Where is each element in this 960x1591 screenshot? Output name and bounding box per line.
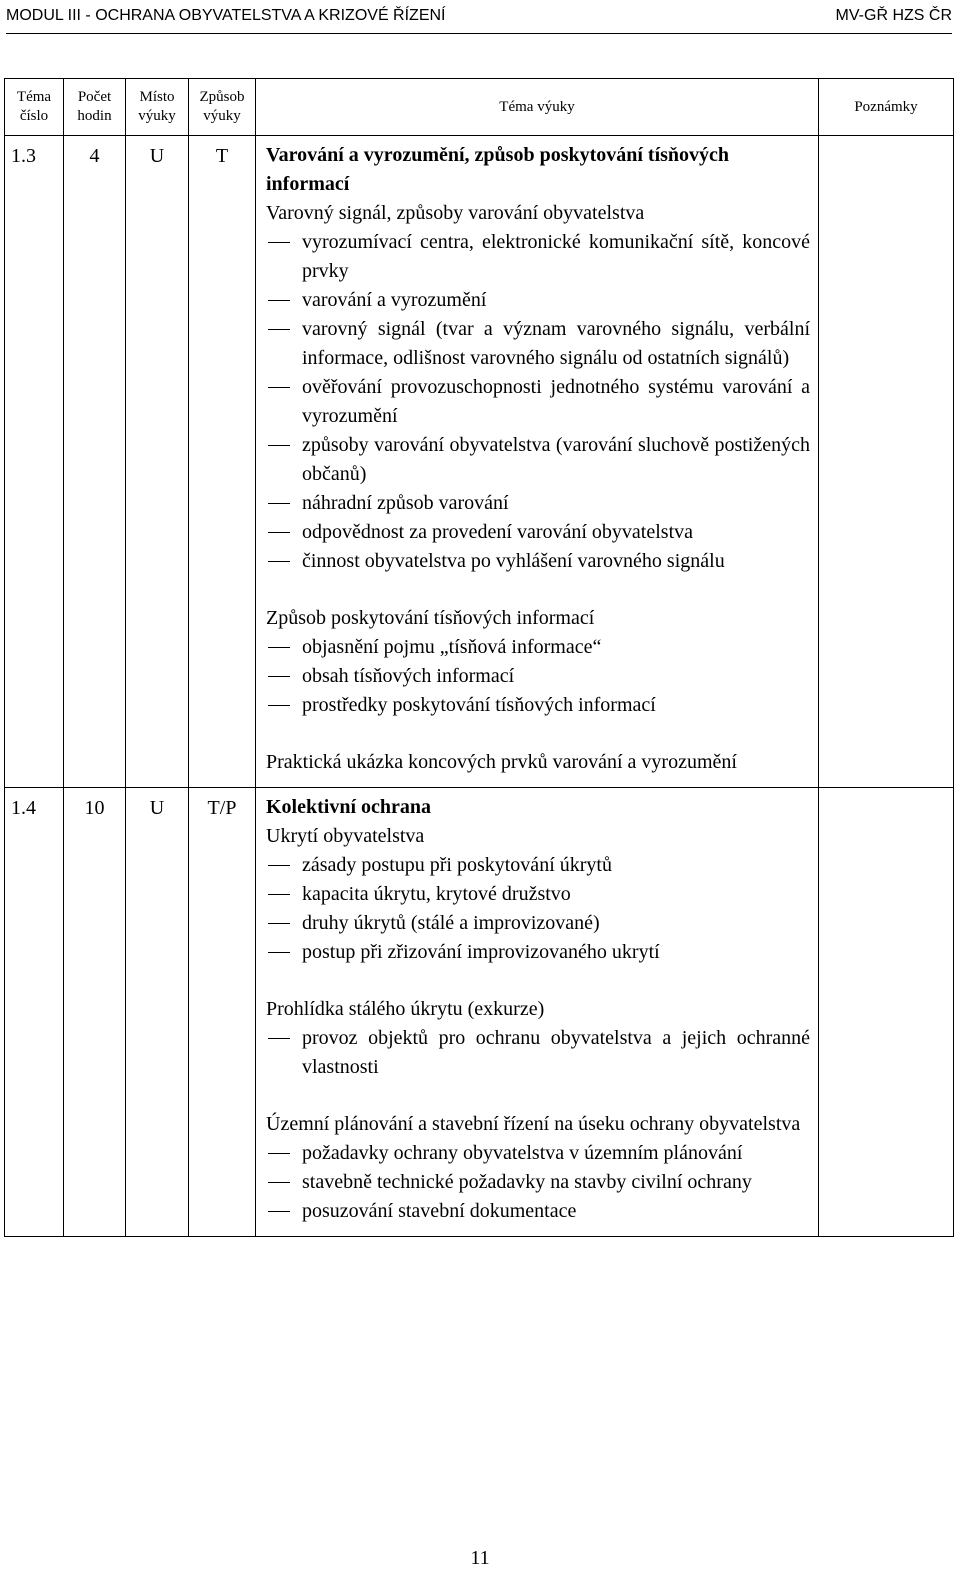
- dash-bullet-icon: [268, 300, 290, 301]
- syllabus-table: [4, 78, 954, 1237]
- list-item-text: náhradní způsob varování: [302, 492, 509, 514]
- place-cell: U: [126, 788, 189, 1237]
- subtopic-heading: Varovný signál, způsoby varování obyvatelstva: [266, 202, 645, 224]
- topic-number-cell: 1.3: [5, 136, 64, 788]
- dash-bullet-icon: [268, 561, 290, 562]
- notes-cell: [819, 136, 954, 788]
- table-header-row: [5, 79, 954, 136]
- dash-bullet-icon: [268, 705, 290, 706]
- method-cell: T: [189, 136, 256, 788]
- block-spacer: [266, 720, 810, 748]
- notes-cell: [819, 788, 954, 1237]
- subtopic-heading: Ukrytí obyvatelstva: [266, 825, 425, 847]
- list-item-text: vyrozumívací centra, elektronické komunikační sítě, koncové prvky: [302, 231, 810, 282]
- dash-bullet-icon: [268, 329, 290, 330]
- block-spacer: [266, 1082, 810, 1110]
- list-item: [266, 938, 810, 967]
- list-item-text: ověřování provozuschopnosti jednotného systému varování a vyrozumění: [302, 376, 810, 427]
- col-header-hours: Počet hodin: [64, 79, 126, 136]
- list-item-text: objasnění pojmu „tísňová informace“: [302, 636, 602, 658]
- hours-cell: 4: [64, 136, 126, 788]
- col-header-notes: Poznámky: [819, 79, 954, 136]
- list-item-text: prostředky poskytování tísňových informací: [302, 694, 656, 716]
- dash-bullet-icon: [268, 445, 290, 446]
- dash-bullet-icon: [268, 1153, 290, 1154]
- list-item-text: požadavky ochrany obyvatelstva v územním plánování: [302, 1142, 743, 1164]
- header-rule: [6, 33, 952, 34]
- topic-title: Kolektivní ochrana: [266, 796, 432, 818]
- subtopic-heading: Územní plánování a stavební řízení na úseku ochrany obyvatelstva: [266, 1113, 801, 1135]
- list-item: [266, 373, 810, 431]
- list-item: [266, 547, 810, 576]
- col-header-method: Způsob výuky: [189, 79, 256, 136]
- list-item: [266, 880, 810, 909]
- dash-bullet-icon: [268, 1038, 290, 1039]
- subtopic-heading: Prohlídka stálého úkrytu (exkurze): [266, 998, 545, 1020]
- col-header-topic: Téma výuky: [256, 79, 819, 136]
- list-item-text: varování a vyrozumění: [302, 289, 487, 311]
- list-item: [266, 662, 810, 691]
- block-spacer: [266, 576, 810, 604]
- list-item-text: varovný signál (tvar a význam varovného signálu, verbální informace, odlišnost varovného signálu od ostatních signálů): [302, 318, 810, 369]
- list-item: [266, 1168, 810, 1197]
- list-item-text: posuzování stavební dokumentace: [302, 1200, 577, 1222]
- table-row: [5, 788, 954, 1237]
- list-item: [266, 315, 810, 373]
- topic-cell: [256, 136, 819, 788]
- dash-bullet-icon: [268, 894, 290, 895]
- page-header: [6, 4, 952, 30]
- list-item-text: stavebně technické požadavky na stavby civilní ochrany: [302, 1171, 752, 1193]
- list-item: [266, 228, 810, 286]
- dash-bullet-icon: [268, 242, 290, 243]
- dash-bullet-icon: [268, 865, 290, 866]
- table-row: [5, 136, 954, 788]
- list-item-text: způsoby varování obyvatelstva (varování sluchově postižených občanů): [302, 434, 810, 485]
- list-item-text: druhy úkrytů (stálé a improvizované): [302, 912, 600, 934]
- list-item-text: činnost obyvatelstva po vyhlášení varovného signálu: [302, 550, 725, 572]
- list-item: [266, 286, 810, 315]
- dash-bullet-icon: [268, 1211, 290, 1212]
- list-item: [266, 431, 810, 489]
- dash-bullet-icon: [268, 952, 290, 953]
- header-organization: MV-GŘ HZS ČR: [835, 7, 952, 24]
- dash-bullet-icon: [268, 503, 290, 504]
- list-item-text: provoz objektů pro ochranu obyvatelstva a jejich ochranné vlastnosti: [302, 1027, 810, 1078]
- list-item-text: odpovědnost za provedení varování obyvatelstva: [302, 521, 693, 543]
- topic-cell: [256, 788, 819, 1237]
- block-spacer: [266, 967, 810, 995]
- subtopic-heading: Praktická ukázka koncových prvků varování a vyrozumění: [266, 751, 737, 773]
- list-item: [266, 633, 810, 662]
- header-module-title: MODUL III - OCHRANA OBYVATELSTVA A KRIZOVÉ ŘÍZENÍ: [6, 7, 446, 24]
- list-item: [266, 489, 810, 518]
- hours-cell: 10: [64, 788, 126, 1237]
- topic-number-cell: 1.4: [5, 788, 64, 1237]
- list-item: [266, 1197, 810, 1226]
- page-number: 11: [470, 1547, 490, 1569]
- topic-title: Varování a vyrozumění, způsob poskytování tísňových informací: [266, 144, 730, 195]
- method-cell: T/P: [189, 788, 256, 1237]
- list-item: [266, 851, 810, 880]
- dash-bullet-icon: [268, 1182, 290, 1183]
- dash-bullet-icon: [268, 647, 290, 648]
- dash-bullet-icon: [268, 676, 290, 677]
- list-item-text: zásady postupu při poskytování úkrytů: [302, 854, 612, 876]
- dash-bullet-icon: [268, 532, 290, 533]
- list-item-text: postup při zřizování improvizovaného ukrytí: [302, 941, 660, 963]
- list-item: [266, 518, 810, 547]
- col-header-topic-number: Téma číslo: [5, 79, 64, 136]
- dash-bullet-icon: [268, 387, 290, 388]
- place-cell: U: [126, 136, 189, 788]
- list-item: [266, 1024, 810, 1082]
- list-item: [266, 1139, 810, 1168]
- subtopic-heading: Způsob poskytování tísňových informací: [266, 607, 595, 629]
- list-item: [266, 909, 810, 938]
- list-item-text: obsah tísňových informací: [302, 665, 515, 687]
- dash-bullet-icon: [268, 923, 290, 924]
- list-item-text: kapacita úkrytu, krytové družstvo: [302, 883, 571, 905]
- list-item: [266, 691, 810, 720]
- col-header-place: Místo výuky: [126, 79, 189, 136]
